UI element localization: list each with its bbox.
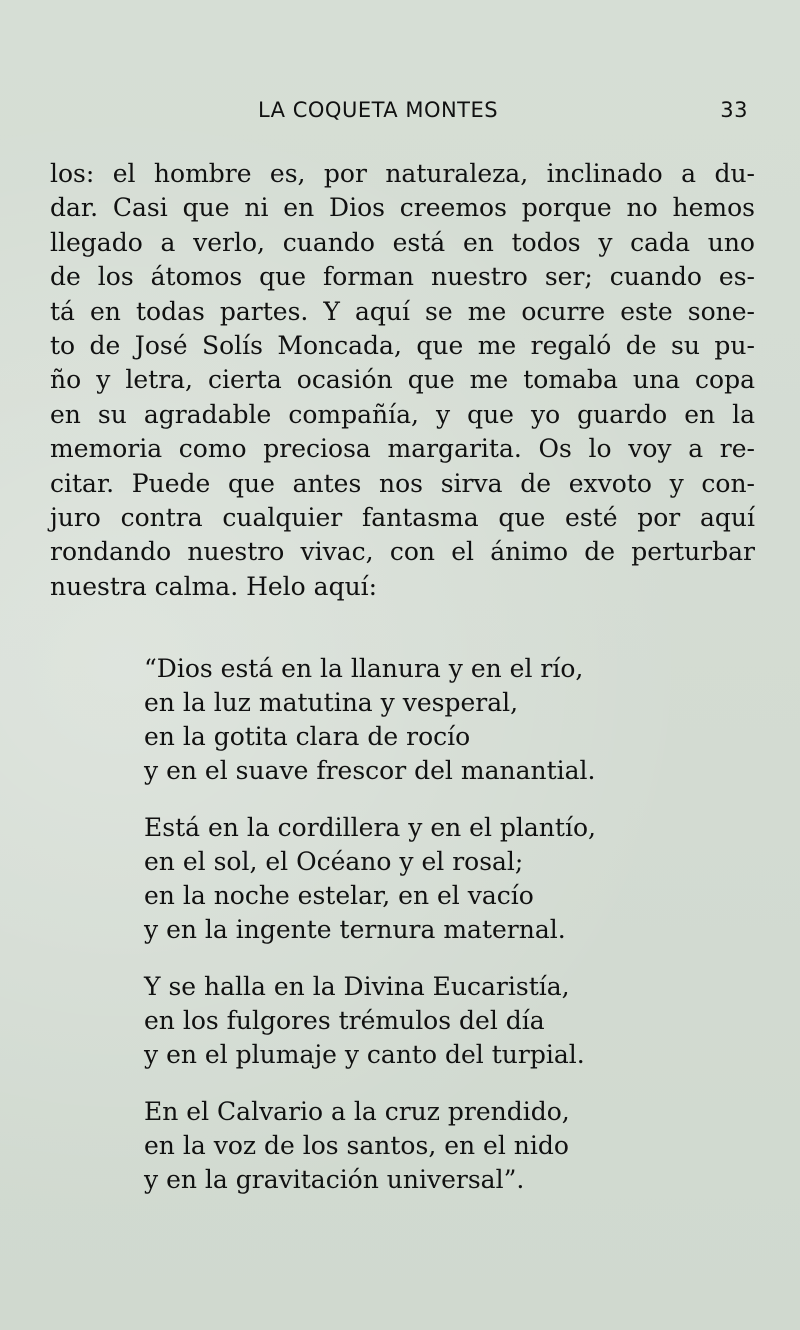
prose-line: tá en todas partes. Y aquí se me ocurre este sone- [50, 296, 755, 326]
poem-stanza [144, 811, 704, 947]
prose-line: los: el hombre es, por naturaleza, inclinado a du- [50, 159, 755, 188]
running-head [258, 98, 748, 132]
poem-stanza [144, 1095, 704, 1197]
prose-paragraph [50, 157, 755, 604]
prose-line: citar. Puede que antes nos sirva de exvoto y con- [50, 468, 755, 498]
poem-verse: Está en la cordillera y en el plantío, [144, 813, 596, 842]
poem-verse: y en el suave frescor del manantial. [144, 756, 596, 785]
prose-line: llegado a verlo, cuando está en todos y cada uno [50, 227, 755, 257]
poem-verse: y en la ingente ternura maternal. [144, 915, 566, 944]
prose-line: dar. Casi que ni en Dios creemos porque no hemos [50, 193, 755, 223]
poem-stanza [144, 652, 704, 788]
poem-verse: En el Calvario a la cruz prendido, [144, 1097, 570, 1126]
prose-line: memoria como preciosa margarita. Os lo voy a re- [50, 434, 755, 464]
poem-verse: Y se halla en la Divina Eucaristía, [144, 972, 570, 1001]
poem-verse: y en la gravitación universal”. [144, 1165, 525, 1194]
poem-verse: en la noche estelar, en el vacío [144, 881, 534, 910]
prose-line: de los átomos que forman nuestro ser; cuando es- [50, 262, 755, 292]
running-title: LA COQUETA MONTES [258, 98, 499, 122]
poem-verse: en la voz de los santos, en el nido [144, 1131, 569, 1160]
page-number: 33 [720, 98, 748, 122]
poem-verse: “Dios está en la llanura y en el río, [144, 654, 584, 683]
prose-line: nuestra calma. Helo aquí: [50, 571, 378, 601]
prose-line: ño y letra, cierta ocasión que me tomaba una copa [50, 365, 755, 395]
prose-line: to de José Solís Moncada, que me regaló de su pu- [50, 331, 755, 361]
poem-verse: en el sol, el Océano y el rosal; [144, 847, 524, 876]
prose-line: juro contra cualquier fantasma que esté por aquí [50, 503, 755, 533]
poem-verse: en la luz matutina y vesperal, [144, 688, 519, 717]
poem-verse: en la gotita clara de rocío [144, 722, 471, 751]
prose-line: en su agradable compañía, y que yo guardo en la [50, 399, 755, 429]
prose-line: rondando nuestro vivac, con el ánimo de perturbar [50, 537, 755, 567]
poem-stanza [144, 970, 704, 1072]
poem-verse: y en el plumaje y canto del turpial. [144, 1040, 585, 1069]
poem-verse: en los fulgores trémulos del día [144, 1006, 545, 1035]
